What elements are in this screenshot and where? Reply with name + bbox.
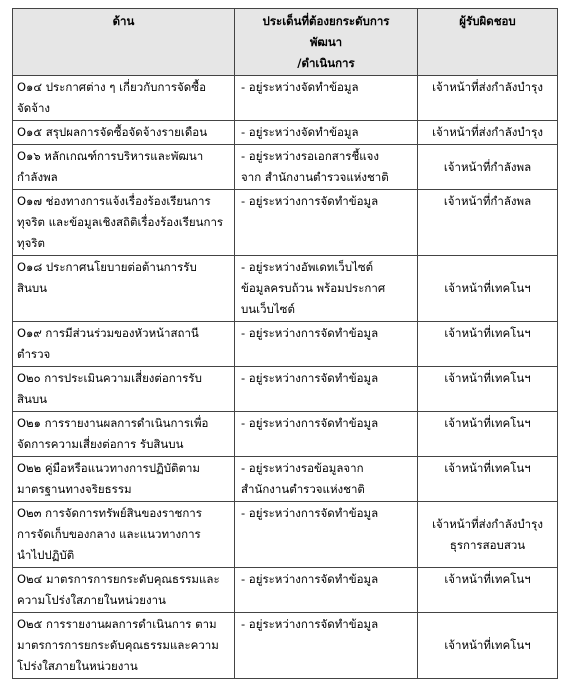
- table-row: [13, 322, 558, 367]
- table-row: [13, 256, 558, 322]
- responsible-cell: [418, 145, 558, 190]
- status-text: บนเว็บไซต์: [241, 302, 295, 316]
- status-table: [12, 8, 558, 679]
- header-issue-line: /ดำเนินการ: [297, 56, 355, 70]
- responsible-text: เจ้าหน้าที่เทคโนฯ: [444, 371, 531, 385]
- header-issue: [235, 9, 418, 76]
- responsible-text: เจ้าหน้าที่กำลังพล: [443, 159, 532, 174]
- aspect-text: มาตรฐานทางจริยธรรม: [17, 482, 132, 496]
- aspect-cell: [13, 367, 235, 412]
- status-cell: [235, 256, 418, 322]
- aspect-text: นำไปปฏิบัติ: [17, 548, 75, 562]
- responsible-cell: [418, 367, 558, 412]
- status-cell: [235, 322, 418, 367]
- aspect-text: ความโปร่งใสภายในหน่วยงาน: [17, 593, 166, 607]
- table-row: [13, 145, 558, 190]
- responsible-text: เจ้าหน้าที่เทคโนฯ: [444, 572, 531, 586]
- status-cell: [235, 121, 418, 145]
- aspect-text: ตำรวจ: [17, 347, 51, 361]
- status-cell: [235, 568, 418, 613]
- aspect-text: O๒๔ มาตรการการยกระดับคุณธรรมและ: [17, 572, 220, 586]
- status-text: - อยู่ระหว่างการจัดทำข้อมูล: [241, 326, 379, 340]
- aspect-text: สินบน: [17, 281, 48, 295]
- status-text: - อยู่ระหว่างการจัดทำข้อมูล: [241, 194, 379, 208]
- status-text: - อยู่ระหว่างการจัดทำข้อมูล: [241, 506, 379, 520]
- status-text: จาก สำนักงานตำรวจแห่งชาติ: [241, 170, 389, 184]
- responsible-cell: [418, 412, 558, 457]
- responsible-text: เจ้าหน้าที่ส่งกำลังบำรุง: [432, 516, 543, 531]
- aspect-text: สินบน: [17, 392, 48, 406]
- table-body: [13, 76, 558, 679]
- aspect-text: O๒๕ การรายงานผลการดำเนินการ ตาม: [17, 617, 217, 631]
- header-aspect: [13, 9, 235, 76]
- header-row: [13, 9, 558, 76]
- aspect-text: O๑๗ ช่องทางการแจ้งเรื่องร้องเรียนการ: [17, 194, 211, 208]
- aspect-cell: [13, 568, 235, 613]
- aspect-cell: [13, 502, 235, 568]
- responsible-cell: [418, 502, 558, 568]
- responsible-text: เจ้าหน้าที่ส่งกำลังบำรุง: [432, 125, 543, 139]
- table-row: [13, 76, 558, 121]
- aspect-text: จัดการความเสี่ยงต่อการ รับสินบน: [17, 437, 184, 451]
- table-row: [13, 457, 558, 502]
- header-responsible-label: ผู้รับผิดชอบ: [459, 14, 516, 28]
- status-text: - อยู่ระหว่างจัดทำข้อมูล: [241, 80, 359, 94]
- aspect-text: การจัดเก็บของกลาง และแนวทางการ: [17, 527, 201, 541]
- aspect-text: O๑๖ หลักเกณฑ์การบริหารและพัฒนา: [17, 149, 204, 163]
- status-text: - อยู่ระหว่างรอข้อมูลจาก: [241, 461, 364, 475]
- responsible-cell: [418, 457, 558, 502]
- responsible-text: เจ้าหน้าที่เทคโนฯ: [444, 281, 531, 295]
- aspect-cell: [13, 76, 235, 121]
- aspect-cell: [13, 457, 235, 502]
- responsible-text: เจ้าหน้าที่เทคโนฯ: [444, 461, 531, 475]
- status-text: - อยู่ระหว่างการจัดทำข้อมูล: [241, 371, 379, 385]
- aspect-text: โปร่งใสภายในหน่วยงาน: [17, 659, 138, 673]
- aspect-text: O๑๕ สรุปผลการจัดซื้อจัดจ้างรายเดือน: [17, 125, 208, 139]
- status-text: - อยู่ระหว่างจัดทำข้อมูล: [241, 125, 359, 139]
- aspect-cell: [13, 190, 235, 256]
- status-text: - อยู่ระหว่างอัพเดทเว็บไซต์: [241, 260, 374, 274]
- status-cell: [235, 145, 418, 190]
- responsible-text: ธุรการสอบสวน: [449, 537, 526, 552]
- header-issue-line: พัฒนา: [309, 35, 343, 49]
- responsible-text: เจ้าหน้าที่กำลังพล: [443, 194, 532, 208]
- responsible-cell: [418, 121, 558, 145]
- aspect-text: กำลังพล: [17, 170, 58, 184]
- aspect-cell: [13, 322, 235, 367]
- aspect-text: O๑๔ ประกาศต่าง ๆ เกี่ยวกับการจัดซื้อ: [17, 80, 206, 94]
- table-row: [13, 190, 558, 256]
- aspect-text: O๑๘ ประกาศนโยบายต่อต้านการรับ: [17, 260, 197, 274]
- responsible-cell: [418, 322, 558, 367]
- table-row: [13, 412, 558, 457]
- aspect-text: O๒๒ คู่มือหรือแนวทางการปฏิบัติตาม: [17, 461, 200, 475]
- status-text: - อยู่ระหว่างรอเอกสารชี้แจง: [241, 149, 380, 163]
- aspect-text: O๒๓ การจัดการทรัพย์สินของราชการ: [17, 506, 202, 520]
- status-text: - อยู่ระหว่างการจัดทำข้อมูล: [241, 572, 379, 586]
- status-text: - อยู่ระหว่างการจัดทำข้อมูล: [241, 416, 379, 430]
- aspect-text: มาตรการการยกระดับคุณธรรมและความ: [17, 638, 219, 652]
- responsible-cell: [418, 613, 558, 679]
- status-cell: [235, 502, 418, 568]
- aspect-text: O๑๙ การมีส่วนร่วมของหัวหน้าสถานี: [17, 326, 199, 340]
- table-row: [13, 367, 558, 412]
- status-cell: [235, 76, 418, 121]
- aspect-cell: [13, 613, 235, 679]
- status-cell: [235, 190, 418, 256]
- responsible-cell: [418, 190, 558, 256]
- status-cell: [235, 367, 418, 412]
- table-row: [13, 568, 558, 613]
- aspect-cell: [13, 145, 235, 190]
- aspect-text: จัดจ้าง: [17, 101, 51, 115]
- header-issue-line: ประเด็นที่ต้องยกระดับการ: [262, 14, 390, 28]
- responsible-cell: [418, 76, 558, 121]
- responsible-cell: [418, 256, 558, 322]
- header-aspect-label: ด้าน: [112, 14, 135, 28]
- responsible-text: เจ้าหน้าที่เทคโนฯ: [444, 326, 531, 340]
- status-cell: [235, 613, 418, 679]
- aspect-text: ทุจริต และข้อมูลเชิงสถิติเรื่องร้องเรียนการ: [17, 215, 224, 229]
- responsible-cell: [418, 568, 558, 613]
- aspect-cell: [13, 256, 235, 322]
- aspect-text: O๒๐ การประเมินความเสี่ยงต่อการรับ: [17, 371, 202, 385]
- table-row: [13, 502, 558, 568]
- status-text: ข้อมูลครบถ้วน พร้อมประกาศ: [241, 281, 386, 295]
- responsible-text: เจ้าหน้าที่เทคโนฯ: [444, 416, 531, 430]
- table-row: [13, 121, 558, 145]
- table-row: [13, 613, 558, 679]
- status-text: - อยู่ระหว่างการจัดทำข้อมูล: [241, 617, 379, 631]
- status-cell: [235, 412, 418, 457]
- aspect-text: ทุจริต: [17, 236, 45, 250]
- header-responsible: [418, 9, 558, 76]
- aspect-text: O๒๑ การรายงานผลการดำเนินการเพื่อ: [17, 416, 209, 430]
- responsible-text: เจ้าหน้าที่ส่งกำลังบำรุง: [432, 80, 543, 94]
- status-cell: [235, 457, 418, 502]
- responsible-text: เจ้าหน้าที่เทคโนฯ: [444, 638, 531, 652]
- status-text: สำนักงานตำรวจแห่งชาติ: [241, 482, 365, 496]
- aspect-cell: [13, 121, 235, 145]
- aspect-cell: [13, 412, 235, 457]
